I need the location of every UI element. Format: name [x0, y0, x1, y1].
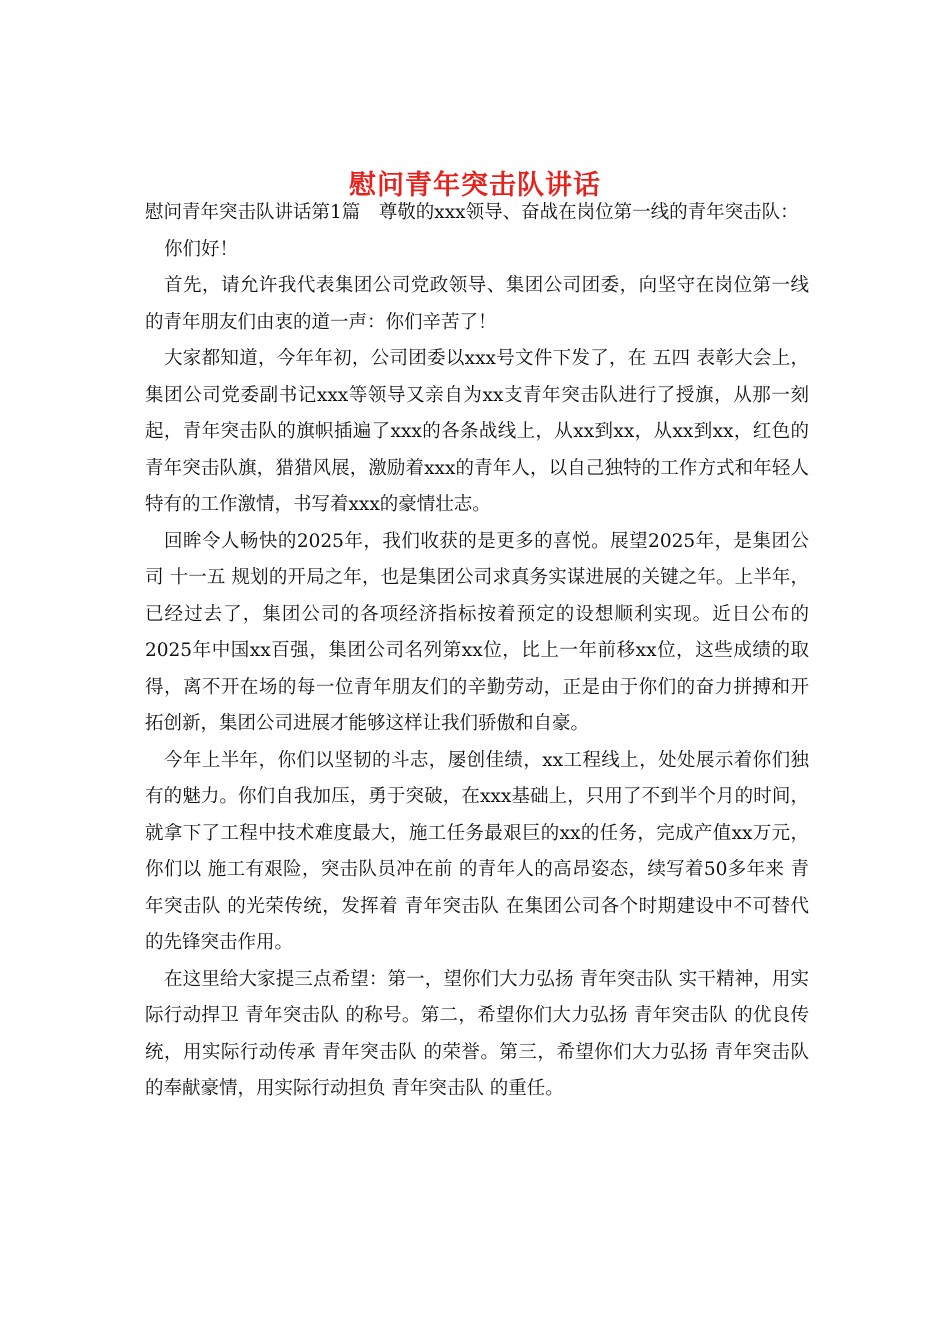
body-paragraph: 回眸令人畅快的2025年，我们收获的是更多的喜悦。展望2025年，是集团公司 十一五 规划的开局之年，也是集团公司求真务实谋进展的关键之年。上半年，已经过去了，集团公司的各项经济指标按着预定的设想顺利实现。近日公布的2025年中国xx百强，集团公司名列第xx位，比上一年前移xx位，这些成绩的取得，离不开在场的每一位青年朋友们的辛勤劳动，正是由于你们的奋力拼搏和开拓创新，集团公司进展才能够这样让我们骄傲和自豪。	[145, 530, 809, 734]
body-paragraph: 今年上半年，你们以坚韧的斗志，屡创佳绩，xx工程线上，处处展示着你们独有的魅力。你们自我加压，勇于突破，在xxx基础上，只用了不到半个月的时间，就拿下了工程中技术难度最大，施工任务最艰巨的xx的任务，完成产值xx万元，你们以 施工有艰险，突击队员冲在前 的青年人的高昂姿态，续写着50多年来 青年突击队 的光荣传统，发挥着 青年突击队 在集团公司各个时期建设中不可替代的先锋突击作用。	[145, 749, 809, 953]
body-paragraph: 大家都知道，今年年初，公司团委以xxx号文件下发了，在 五四 表彰大会上，集团公司党委副书记xxx等领导又亲自为xx支青年突击队进行了授旗，从那一刻起，青年突击队的旗帜插遍了xxx的各条战线上，从xx到xx，从xx到xx，红色的青年突击队旗，猎猎风展，激励着xxx的青年人，以自己独特的工作方式和年轻人特有的工作激情，书写着xxx的豪情壮志。	[145, 348, 809, 515]
opening-paragraph: 慰问青年突击队讲话第1篇 尊敬的xxx领导、奋战在岗位第一线的青年突击队：	[145, 202, 799, 223]
body-paragraph: 在这里给大家提三点希望：第一，望你们大力弘扬 青年突击队 实干精神，用实际行动捍卫 青年突击队 的称号。第二，希望你们大力弘扬 青年突击队 的优良传统，用实际行动传承 青年突击队 的荣誉。第三，希望你们大力弘扬 青年突击队 的奉献豪情，用实际行动担负 青年突击队 的重任。	[145, 968, 809, 1099]
document-title: 慰问青年突击队讲话	[349, 170, 601, 202]
greeting-paragraph: 你们好！	[164, 238, 239, 260]
body-paragraph: 首先，请允许我代表集团公司党政领导、集团公司团委，向坚守在岗位第一线的青年朋友们由衷的道一声：你们辛苦了！	[145, 275, 809, 333]
document-body	[145, 195, 809, 1108]
